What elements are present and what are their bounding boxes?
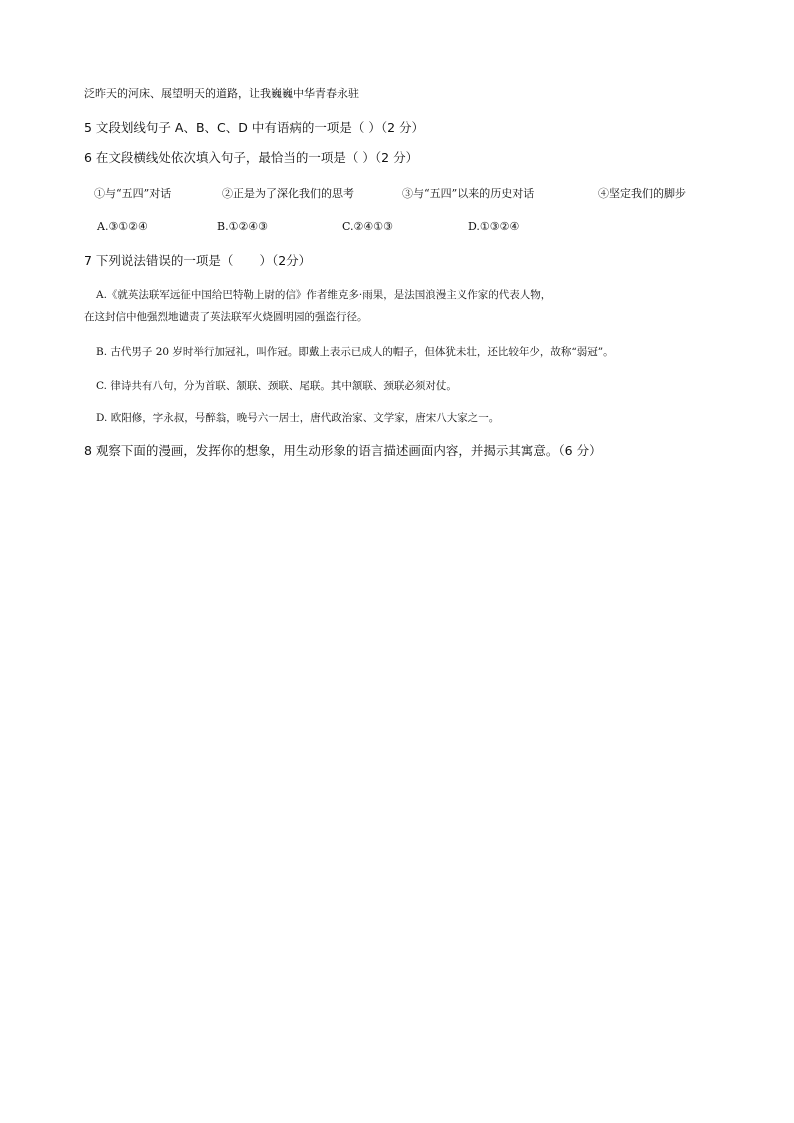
question-7 (84, 253, 311, 269)
q6-item-1: ①与“五四”对话 (94, 187, 172, 200)
q6-item-4: ④坚定我们的脚步 (598, 187, 686, 200)
q6-choice-c: C.②④①③ (342, 220, 393, 233)
q7-option-c: C. 律诗共有八句，分为首联、颔联、颈联、尾联。其中颔联、颈联必须对仗。 (96, 380, 457, 392)
q7-suffix: ）（2分） (259, 253, 312, 268)
q6-choice-b: B.①②④③ (217, 220, 269, 233)
question-8: 8 观察下面的漫画，发挥你的想象，用生动形象的语言描述画面内容，并揭示其寓意。（6 分） (84, 443, 602, 458)
question-6: 6 在文段横线处依次填入句子，最恰当的一项是（ ）（2 分） (84, 150, 419, 165)
q7-option-a-line2: 在这封信中他强烈地谴责了英法联军火烧圆明园的强盗行径。 (84, 311, 368, 323)
q7-option-b: B. 古代男子 20 岁时举行加冠礼，叫作冠。即戴上表示已成人的帽子，但体犹未壮，还比较年少，故称“弱冠”。 (96, 346, 614, 358)
q6-item-2: ②正是为了深化我们的思考 (222, 187, 354, 200)
q6-choice-d: D.①③②④ (468, 220, 520, 233)
q6-item-3: ③与“五四”以来的历史对话 (402, 187, 535, 200)
continuation-line: 泛昨天的河床、展望明天的道路，让我巍巍中华青春永驻 (84, 87, 359, 100)
q7-option-a-line1: A.《就英法联军远征中国给巴特勒上尉的信》作者维克多·雨果，是法国浪漫主义作家的代表人物， (96, 289, 552, 301)
q6-choice-a: A.③①②④ (97, 220, 148, 233)
question-5: 5 文段划线句子 A、B、C、D 中有语病的一项是（ ）（2 分） (84, 120, 425, 135)
q7-prefix: 7 下列说法错误的一项是（ (84, 253, 234, 268)
q7-option-d: D. 欧阳修，字永叔，号醉翁，晚号六一居士，唐代政治家、文学家，唐宋八大家之一。 (96, 412, 500, 424)
